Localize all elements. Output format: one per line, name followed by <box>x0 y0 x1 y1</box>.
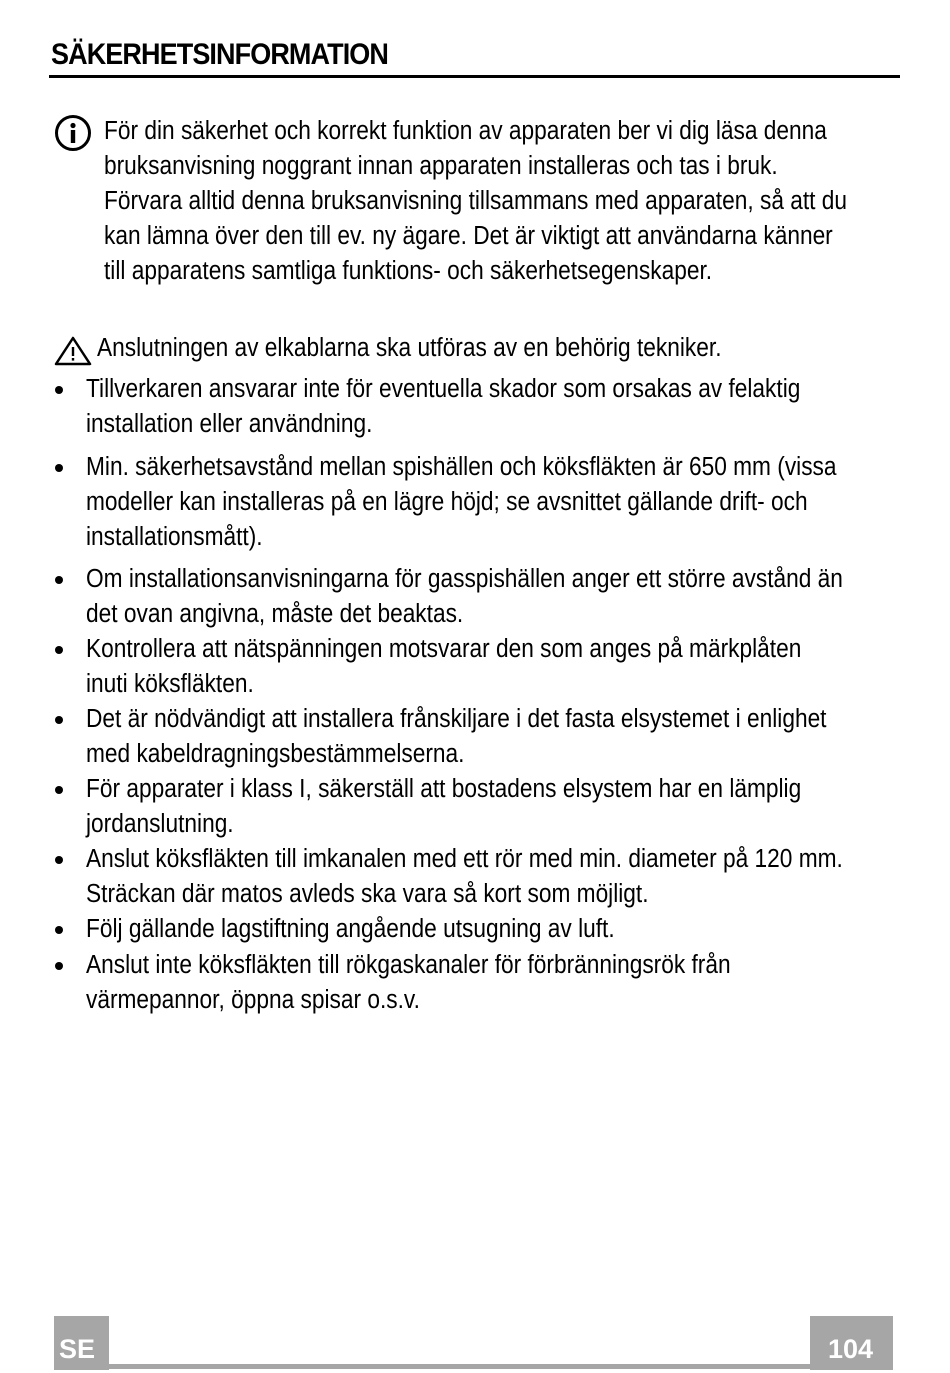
footer-rule <box>54 1364 892 1369</box>
list-item <box>52 772 950 842</box>
list-item-text: För apparater i klass I, säkerställ att bostadens elsystem har en lämplig jordanslutning. <box>86 775 802 838</box>
list-item <box>52 948 950 1018</box>
list-item <box>52 842 950 912</box>
bullet-dot <box>55 786 63 794</box>
list-item <box>52 372 950 450</box>
bullet-dot <box>55 464 63 472</box>
list-item <box>52 450 950 562</box>
bullet-dot <box>55 926 63 934</box>
warning-text: Anslutningen av elkablarna ska utföras av en behörig tekniker. <box>97 334 722 362</box>
warning-triangle-icon <box>54 336 92 366</box>
bullet-dot <box>55 576 63 584</box>
list-item-text: Tillverkaren ansvarar inte för eventuella skador som orsakas av felaktig installation eller användning. <box>86 375 801 438</box>
list-item <box>52 702 950 772</box>
list-item-text: Kontrollera att nätspänningen motsvarar den som anges på märkplåten inuti köksfläkten. <box>86 635 802 698</box>
list-item-text: Anslut inte köksfläkten till rökgaskanaler för förbränningsrök från värmepannor, öppna spisar o.s.v. <box>86 951 731 1014</box>
page-number: 104 <box>810 1316 893 1370</box>
list-item-text: Om installationsanvisningarna för gasspishällen anger ett större avstånd än det ovan angivna, måste det beaktas. <box>86 565 843 628</box>
page-title: SÄKERHETSINFORMATION <box>51 38 389 71</box>
list-item-text: Min. säkerhetsavstånd mellan spishällen och köksfläkten är 650 mm (vissa modeller kan installeras på en lägre höjd; se avsnittet gällande drift- och installationsmått). <box>86 453 837 551</box>
bullet-dot <box>55 386 63 394</box>
list-item-text: Följ gällande lagstiftning angående utsugning av luft. <box>86 915 615 943</box>
info-paragraph: För din säkerhet och korrekt funktion av apparaten ber vi dig läsa denna bruksanvisning noggrant innan apparaten installeras och tas i bruk. Förvara alltid denna bruksanvisning tillsammans med apparaten, så att du kan lämna över den till ev. ny ägare. Det är viktigt att användarna känner till apparatens samtliga funktions- och säkerhetsegenskaper. <box>104 117 848 285</box>
list-item <box>52 912 950 948</box>
bullet-dot <box>55 716 63 724</box>
list-item-text: Anslut köksfläkten till imkanalen med ett rör med min. diameter på 120 mm. Sträckan där matos avleds ska vara så kort som möjligt. <box>86 845 843 908</box>
bullet-dot <box>55 646 63 654</box>
info-circle-icon <box>54 114 92 152</box>
title-underline <box>49 75 900 78</box>
bullet-dot <box>55 856 63 864</box>
list-item <box>52 562 950 632</box>
bullet-dot <box>55 962 63 970</box>
safety-bullet-list <box>52 372 950 1018</box>
list-item-text: Det är nödvändigt att installera frånskiljare i det fasta elsystemet i enlighet med kabeldragningsbestämmelserna. <box>86 705 827 768</box>
list-item <box>52 632 950 702</box>
language-badge: SE <box>54 1316 109 1370</box>
